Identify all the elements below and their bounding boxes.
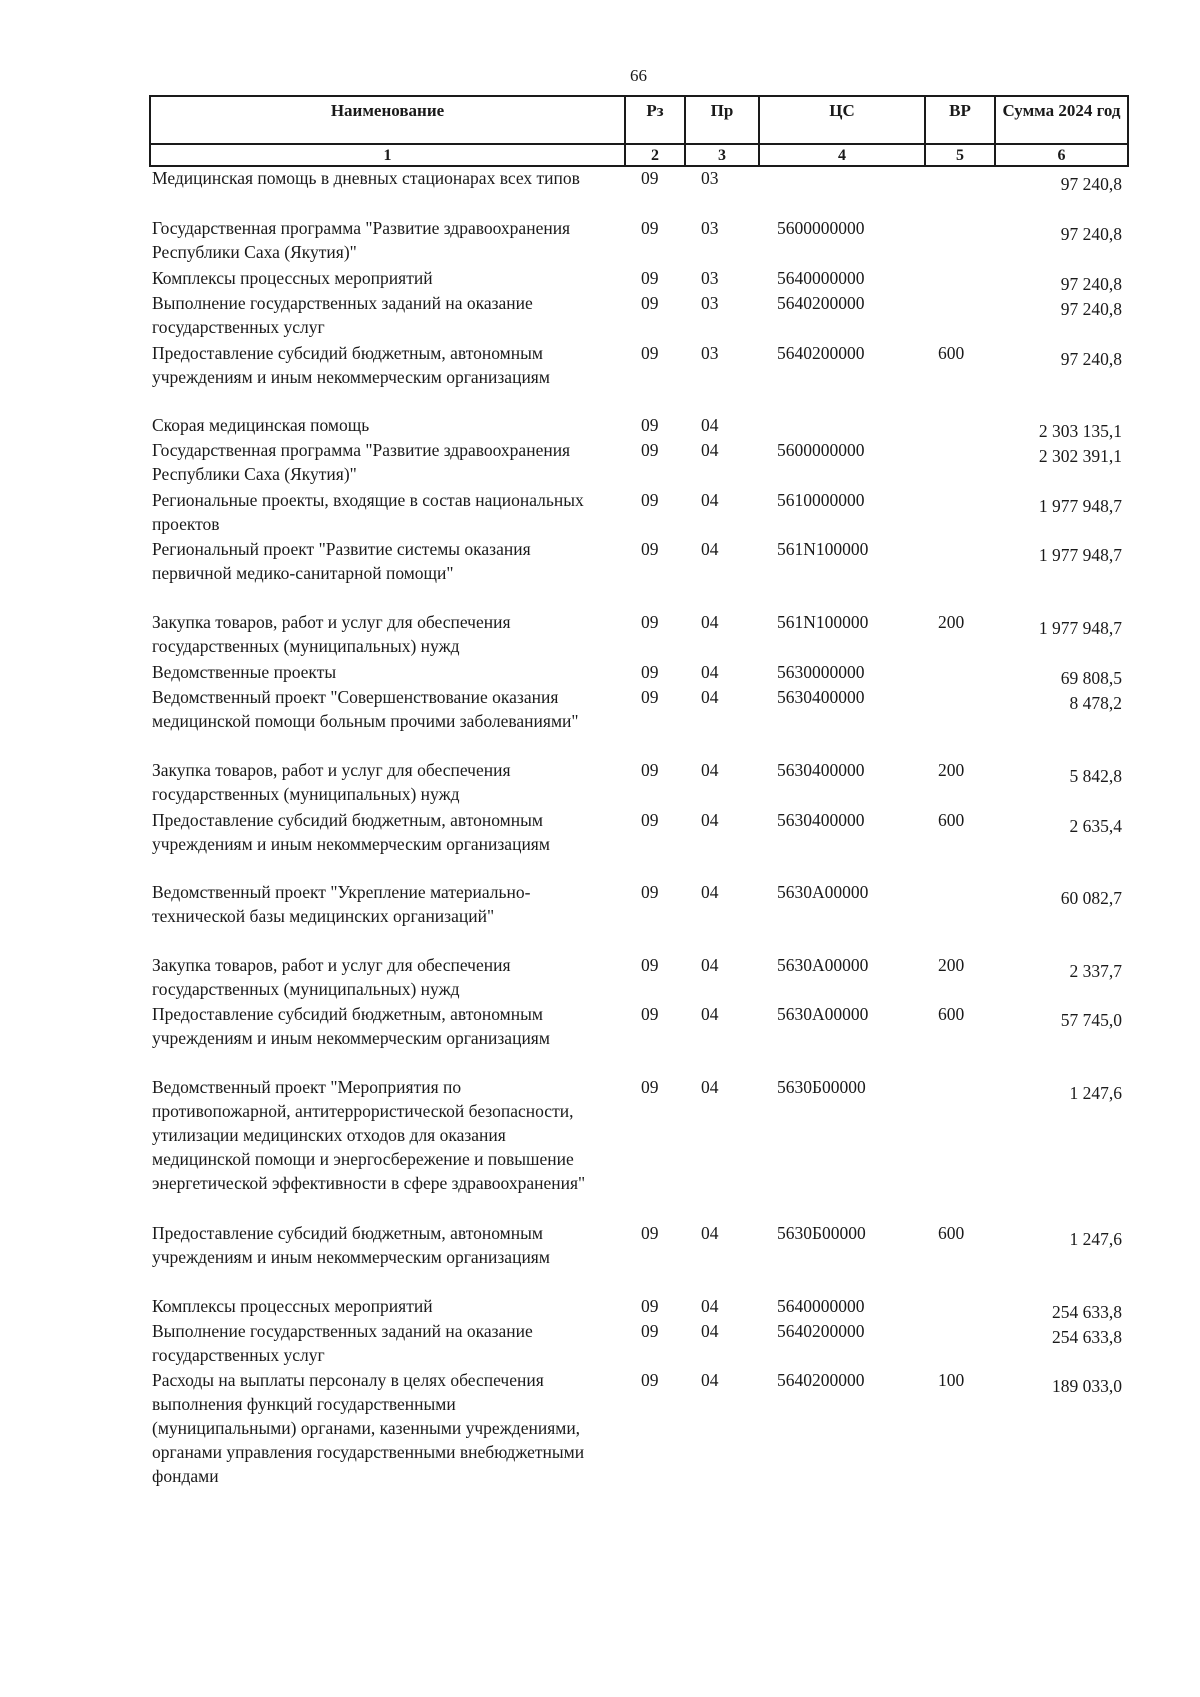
- header-num-1: 1: [150, 144, 625, 166]
- row-vr: 600: [938, 1004, 965, 1024]
- row-name: Предоставление субсидий бюджетным, автономным учреждениям и иным некоммерческим организациям: [152, 810, 550, 854]
- row-rz: 09: [641, 168, 659, 188]
- table-row: [152, 660, 1127, 688]
- row-sum: 97 240,8: [1060, 299, 1122, 319]
- row-cs: 5640000000: [777, 1296, 865, 1316]
- header-num-6: 6: [995, 144, 1128, 166]
- row-pr: 04: [701, 882, 719, 902]
- row-pr: 03: [701, 343, 719, 363]
- row-cs: 5630000000: [777, 662, 865, 682]
- row-cs: 5600000000: [777, 218, 865, 238]
- header-numbers-row: [150, 144, 1128, 166]
- table-row: [152, 166, 1127, 214]
- row-pr: 04: [701, 810, 719, 830]
- header-name: Наименование: [150, 96, 625, 144]
- row-name: Расходы на выплаты персоналу в целях обеспечения выполнения функций государственными (муниципальными) органами, казенными учреждениями, органами управления государственными внебюджетными фондами: [152, 1370, 585, 1486]
- row-sum: 2 302 391,1: [1038, 446, 1122, 466]
- row-sum: 1 977 948,7: [1038, 545, 1122, 565]
- header-num-4: 4: [759, 144, 925, 166]
- table-row: [152, 1221, 1127, 1269]
- row-vr: 600: [938, 343, 965, 363]
- row-pr: 03: [701, 293, 719, 313]
- row-name: Государственная программа "Развитие здравоохранения Республики Саха (Якутия)": [152, 218, 571, 262]
- row-cs: 5630Б00000: [777, 1077, 866, 1097]
- row-name: Предоставление субсидий бюджетным, автономным учреждениям и иным некоммерческим организациям: [152, 343, 550, 387]
- row-rz: 09: [641, 1223, 659, 1243]
- row-pr: 04: [701, 1004, 719, 1024]
- header-num-5: 5: [925, 144, 995, 166]
- header-num-2: 2: [625, 144, 685, 166]
- row-cs: 561N100000: [777, 612, 869, 632]
- row-pr: 04: [701, 1321, 719, 1341]
- row-cs: 5630400000: [777, 810, 865, 830]
- row-cs: 5640200000: [777, 1321, 865, 1341]
- table-header: [149, 95, 1129, 167]
- table-row: [152, 880, 1127, 928]
- row-cs: 5640200000: [777, 1370, 865, 1390]
- row-sum: 1 977 948,7: [1038, 618, 1122, 638]
- row-pr: 04: [701, 687, 719, 707]
- table-row: [152, 266, 1127, 294]
- row-sum: 2 303 135,1: [1038, 421, 1122, 441]
- row-rz: 09: [641, 687, 659, 707]
- table-row: [152, 341, 1127, 389]
- row-sum: 254 633,8: [1052, 1327, 1122, 1347]
- row-rz: 09: [641, 955, 659, 975]
- row-pr: 04: [701, 440, 719, 460]
- row-sum: 97 240,8: [1060, 174, 1122, 194]
- table-row: [152, 537, 1127, 585]
- table-row: [152, 1075, 1127, 1219]
- row-cs: 5640200000: [777, 343, 865, 363]
- row-cs: 5630A00000: [777, 1004, 869, 1024]
- row-cs: 5630Б00000: [777, 1223, 866, 1243]
- row-name: Выполнение государственных заданий на оказание государственных услуг: [152, 1321, 533, 1365]
- row-rz: 09: [641, 268, 659, 288]
- row-cs: 561N100000: [777, 539, 869, 559]
- row-sum: 2 337,7: [1069, 961, 1122, 981]
- row-rz: 09: [641, 760, 659, 780]
- row-sum: 97 240,8: [1060, 274, 1122, 294]
- row-name: Скорая медицинская помощь: [152, 415, 370, 435]
- row-pr: 04: [701, 490, 719, 510]
- row-pr: 04: [701, 955, 719, 975]
- row-pr: 04: [701, 760, 719, 780]
- row-rz: 09: [641, 1296, 659, 1316]
- row-name: Предоставление субсидий бюджетным, автономным учреждениям и иным некоммерческим организациям: [152, 1223, 550, 1267]
- row-name: Закупка товаров, работ и услуг для обеспечения государственных (муниципальных) нужд: [152, 955, 511, 999]
- row-rz: 09: [641, 343, 659, 363]
- row-name: Ведомственный проект "Укрепление материально-технической базы медицинских организаций": [152, 882, 531, 926]
- row-pr: 04: [701, 1370, 719, 1390]
- row-vr: 200: [938, 760, 965, 780]
- row-sum: 2 635,4: [1069, 816, 1122, 836]
- row-name: Региональный проект "Развитие системы оказания первичной медико-санитарной помощи": [152, 539, 531, 583]
- header-sum: Сумма 2024 год: [995, 96, 1128, 144]
- row-sum: 5 842,8: [1069, 766, 1122, 786]
- row-name: Комплексы процессных мероприятий: [152, 1296, 433, 1316]
- table-row: [152, 1319, 1127, 1367]
- table-row: [152, 758, 1127, 806]
- table-row: [152, 438, 1127, 486]
- row-name: Ведомственные проекты: [152, 662, 337, 682]
- row-sum: 69 808,5: [1060, 668, 1122, 688]
- row-name: Предоставление субсидий бюджетным, автономным учреждениям и иным некоммерческим организациям: [152, 1004, 550, 1048]
- row-sum: 254 633,8: [1052, 1302, 1122, 1322]
- row-sum: 57 745,0: [1060, 1010, 1122, 1030]
- row-pr: 04: [701, 1077, 719, 1097]
- row-cs: 5630400000: [777, 760, 865, 780]
- table-row: [152, 1002, 1127, 1050]
- table-row: [152, 953, 1127, 1001]
- row-sum: 8 478,2: [1069, 693, 1122, 713]
- row-pr: 04: [701, 539, 719, 559]
- header-pr: Пр: [685, 96, 759, 144]
- row-name: Выполнение государственных заданий на оказание государственных услуг: [152, 293, 533, 337]
- table-row: [152, 685, 1127, 757]
- header-vr: ВР: [925, 96, 995, 144]
- row-rz: 09: [641, 612, 659, 632]
- row-pr: 04: [701, 612, 719, 632]
- row-sum: 1 247,6: [1069, 1083, 1122, 1103]
- row-rz: 09: [641, 415, 659, 435]
- row-name: Медицинская помощь в дневных стационарах всех типов: [152, 168, 580, 188]
- row-pr: 03: [701, 168, 719, 188]
- row-rz: 09: [641, 1004, 659, 1024]
- header-rz: Рз: [625, 96, 685, 144]
- row-vr: 200: [938, 955, 965, 975]
- row-vr: 600: [938, 810, 965, 830]
- row-rz: 09: [641, 490, 659, 510]
- row-cs: 5630A00000: [777, 955, 869, 975]
- row-pr: 04: [701, 662, 719, 682]
- table-row: [152, 1294, 1127, 1322]
- row-vr: 100: [938, 1370, 965, 1390]
- row-name: Закупка товаров, работ и услуг для обеспечения государственных (муниципальных) нужд: [152, 612, 511, 656]
- header-cs: ЦС: [759, 96, 925, 144]
- row-cs: 5630A00000: [777, 882, 869, 902]
- table-row: [152, 291, 1127, 339]
- row-pr: 03: [701, 268, 719, 288]
- row-cs: 5610000000: [777, 490, 865, 510]
- row-rz: 09: [641, 293, 659, 313]
- row-pr: 03: [701, 218, 719, 238]
- table-row: [152, 488, 1127, 536]
- table-row: [152, 808, 1127, 856]
- row-sum: 1 247,6: [1069, 1229, 1122, 1249]
- row-cs: 5600000000: [777, 440, 865, 460]
- row-rz: 09: [641, 1077, 659, 1097]
- row-name: Ведомственный проект "Совершенствование оказания медицинской помощи больным прочими заболеваниями": [152, 687, 579, 731]
- table-row: [152, 610, 1127, 658]
- row-pr: 04: [701, 1223, 719, 1243]
- row-pr: 04: [701, 415, 719, 435]
- table-row: [152, 413, 1127, 441]
- row-sum: 97 240,8: [1060, 349, 1122, 369]
- row-cs: 5630400000: [777, 687, 865, 707]
- row-rz: 09: [641, 539, 659, 559]
- row-cs: 5640200000: [777, 293, 865, 313]
- row-rz: 09: [641, 1321, 659, 1341]
- row-vr: 200: [938, 612, 965, 632]
- page-number: 66: [630, 66, 647, 85]
- row-rz: 09: [641, 440, 659, 460]
- row-name: Закупка товаров, работ и услуг для обеспечения государственных (муниципальных) нужд: [152, 760, 511, 804]
- row-cs: 5640000000: [777, 268, 865, 288]
- header-titles-row: [150, 96, 1128, 144]
- row-rz: 09: [641, 218, 659, 238]
- row-rz: 09: [641, 882, 659, 902]
- row-sum: 97 240,8: [1060, 224, 1122, 244]
- table-row: [152, 1368, 1127, 1488]
- row-pr: 04: [701, 1296, 719, 1316]
- row-sum: 1 977 948,7: [1038, 496, 1122, 516]
- row-name: Государственная программа "Развитие здравоохранения Республики Саха (Якутия)": [152, 440, 571, 484]
- row-rz: 09: [641, 662, 659, 682]
- row-vr: 600: [938, 1223, 965, 1243]
- row-sum: 60 082,7: [1060, 888, 1122, 908]
- header-num-3: 3: [685, 144, 759, 166]
- row-rz: 09: [641, 1370, 659, 1390]
- row-name: Комплексы процессных мероприятий: [152, 268, 433, 288]
- row-name: Региональные проекты, входящие в состав национальных проектов: [152, 490, 584, 534]
- row-name: Ведомственный проект "Мероприятия по противопожарной, антитеррористической безопасности, утилизации медицинских отходов для оказания медицинской помощи и энергосбережение и повышение энергетической эффективности в сфере здравоохранения": [152, 1077, 586, 1193]
- table-row: [152, 216, 1127, 264]
- row-rz: 09: [641, 810, 659, 830]
- row-sum: 189 033,0: [1052, 1376, 1122, 1396]
